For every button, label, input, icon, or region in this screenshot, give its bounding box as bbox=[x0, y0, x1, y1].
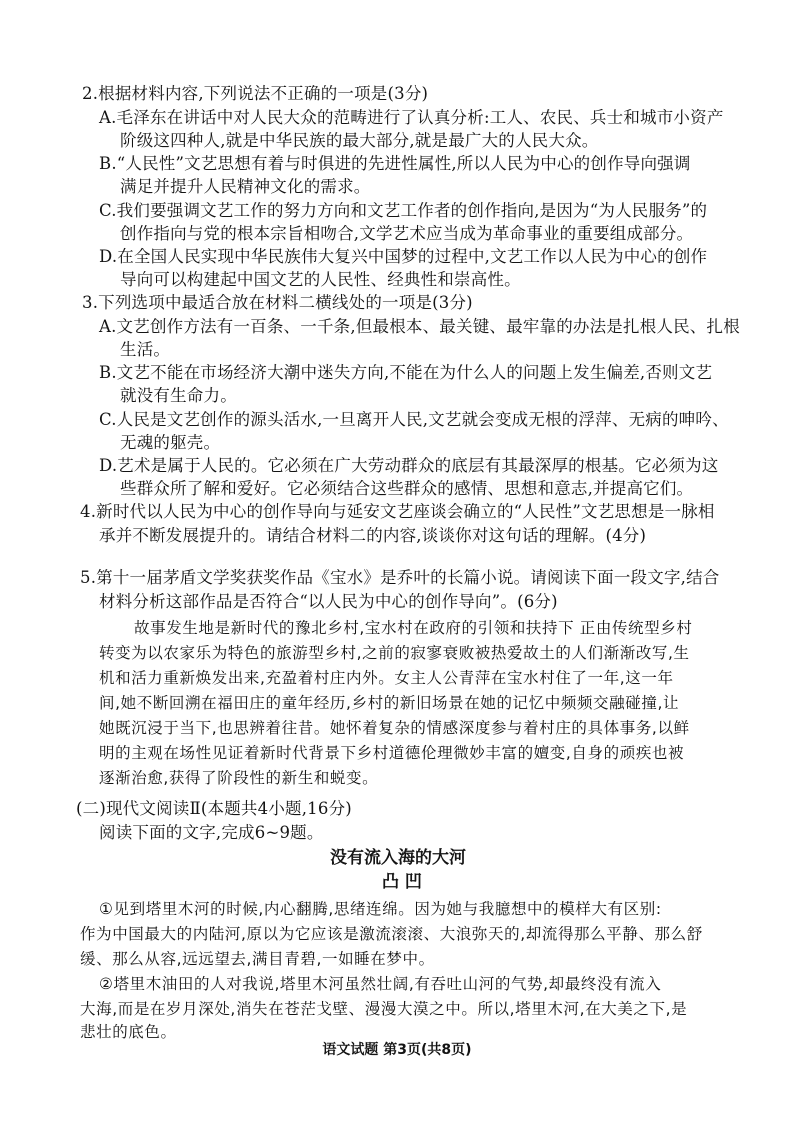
article-author: 凸 凹 bbox=[382, 872, 422, 892]
q2-option-a-line1: A.毛泽东在讲话中对人民大众的范畴进行了认真分析:工人、农民、兵士和城市小资产 bbox=[99, 108, 724, 127]
article-paragraph-line: 作为中国最大的内陆河,原以为它应该是激流滚滚、大浪弥天的,却流得那么平静、那么舒 bbox=[80, 925, 703, 943]
q2-option-d-line2: 导向可以构建起中国文艺的人民性、经典性和崇高性。 bbox=[120, 270, 521, 289]
q5-passage-line: 明的主观在场性见证着新时代背景下乡村道德伦理微妙丰富的嬗变,自身的顽疾也被 bbox=[99, 744, 685, 762]
q5-passage-line: 故事发生地是新时代的豫北乡村,宝水村在政府的引领和扶持下 正由传统型乡村 bbox=[134, 619, 693, 637]
q2-option-a-line2: 阶级这四种人,就是中华民族的最大部分,就是最广大的人民大众。 bbox=[120, 131, 599, 150]
q4-line1: 4.新时代以人民为中心的创作导向与延安文艺座谈会确立的“人民性”文艺思想是一脉相 bbox=[80, 502, 715, 521]
q3-option-a-line2: 生活。 bbox=[120, 340, 171, 359]
q3-option-d-line1: D.艺术是属于人民的。它必须在广大劳动群众的底层有其最深厚的根基。它必须为这 bbox=[99, 456, 719, 475]
q2-option-c-line2: 创作指向与党的根本宗旨相吻合,文学艺术应当成为革命事业的重要组成部分。 bbox=[120, 224, 694, 243]
q2-option-c-line1: C.我们要强调文艺工作的努力方向和文艺工作者的创作指向,是因为“为人民服务”的 bbox=[99, 201, 708, 220]
q4-line2: 承并不断发展提升的。请结合材料二的内容,谈谈你对这句话的理解。(4分) bbox=[99, 526, 647, 545]
q3-option-a-line1: A.文艺创作方法有一百条、一千条,但最根本、最关键、最牢靠的办法是扎根人民、扎根 bbox=[99, 317, 740, 336]
q2-option-b-line2: 满足并提升人民精神文化的需求。 bbox=[120, 177, 371, 196]
q2-option-d-line1: D.在全国人民实现中华民族伟大复兴中国梦的过程中,文艺工作以人民为中心的创作 bbox=[99, 247, 708, 266]
q5-passage-line: 间,她不断回溯在福田庄的童年经历,乡村的新旧场景在她的记忆中频频交融碰撞,让 bbox=[99, 694, 680, 712]
page-footer: 语文试题 第3页(共8页) bbox=[322, 1042, 472, 1058]
article-paragraph-line: 缓、那么从容,远远望去,满目青碧,一如睡在梦中。 bbox=[80, 950, 435, 968]
article-paragraph-line: 悲壮的底色。 bbox=[80, 1023, 177, 1041]
q5-line1: 5.第十一届茅盾文学奖获奖作品《宝水》是乔叶的长篇小说。请阅读下面一段文字,结合 bbox=[80, 568, 720, 587]
article-paragraph-line: ②塔里木油田的人对我说,塔里木河虽然壮阔,有吞吐山河的气势,却最终没有流入 bbox=[99, 975, 662, 993]
q3-option-b-line1: B.文艺不能在市场经济大潮中迷失方向,不能在为什么人的问题上发生偏差,否则文艺 bbox=[99, 363, 713, 382]
q5-passage-line: 她既沉浸于当下,也思辨着往昔。她怀着复杂的情感深度参与着村庄的具体事务,以鲜 bbox=[99, 719, 690, 737]
q5-passage-line: 机和活力重新焕发出来,充盈着村庄内外。女主人公青萍在宝水村住了一年,这一年 bbox=[99, 669, 674, 687]
q2-option-b-line1: B.“人民性”文艺思想有着与时俱进的先进性属性,所以人民为中心的创作导向强调 bbox=[99, 154, 691, 173]
q3-option-c-line2: 无魂的躯壳。 bbox=[120, 433, 221, 452]
q3-option-c-line1: C.人民是文艺创作的源头活水,一旦离开人民,文艺就会变成无根的浮萍、无病的呻吟、 bbox=[99, 410, 729, 429]
q5-passage-line: 逐渐治愈,获得了阶段性的新生和蜕变。 bbox=[99, 769, 379, 787]
q3-option-d-line2: 些群众所了解和爱好。它必须结合这些群众的感情、思想和意志,并提高它们。 bbox=[120, 479, 694, 498]
q3-option-b-line2: 就没有生命力。 bbox=[120, 386, 237, 405]
q2-stem: 2.根据材料内容,下列说法不正确的一项是(3分) bbox=[82, 84, 429, 103]
q3-stem: 3.下列选项中最适合放在材料二横线处的一项是(3分) bbox=[82, 293, 473, 312]
article-title: 没有流入海的大河 bbox=[330, 848, 466, 868]
q5-line2: 材料分析这部作品是否符合“以人民为中心的创作导向”。(6分) bbox=[99, 592, 558, 611]
section-instruction: 阅读下面的文字,完成6~9题。 bbox=[99, 823, 324, 842]
section-heading: (二)现代文阅读Ⅱ(本题共4小题,16分) bbox=[76, 799, 352, 818]
article-paragraph-line: ①见到塔里木河的时候,内心翻腾,思绪连绵。因为她与我臆想中的模样大有区别: bbox=[99, 900, 662, 918]
article-paragraph-line: 大海,而是在岁月深处,消失在苍茫戈壁、漫漫大漠之中。所以,塔里木河,在大美之下,是 bbox=[80, 1000, 688, 1018]
q5-passage-line: 转变为以农家乐为特色的旅游型乡村,之前的寂寥衰败被热爱故土的人们渐渐改写,生 bbox=[99, 644, 690, 662]
